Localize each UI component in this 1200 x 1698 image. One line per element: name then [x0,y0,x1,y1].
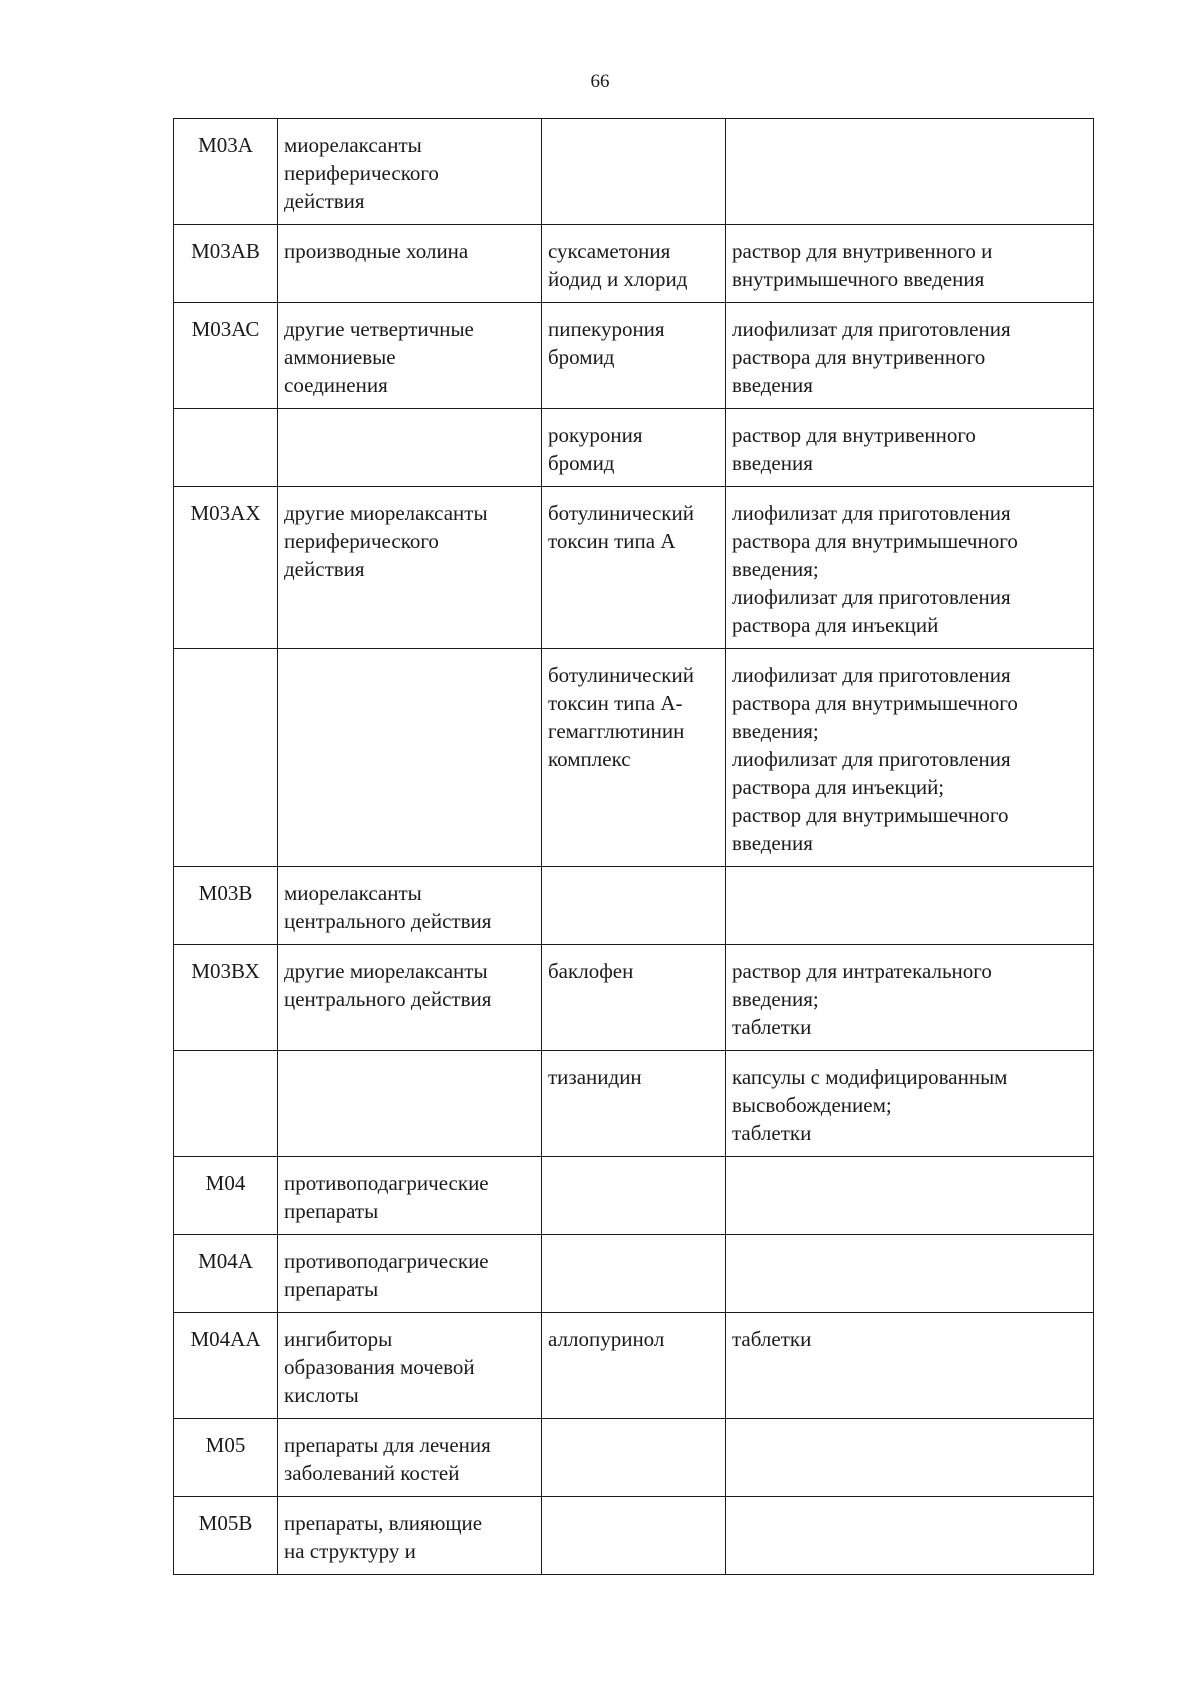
dosage-form-cell: лиофилизат для приготовления раствора для внутримышечного введения; лиофилизат для приготовления раствора для инъекций; раствор для внутримышечного введения [726,649,1094,867]
group-name-cell: препараты для лечения заболеваний костей [278,1419,542,1497]
drug-name-cell: суксаметония йодид и хлорид [542,225,726,303]
group-name-cell: противоподагрические препараты [278,1235,542,1313]
atc-code-cell: М03АХ [174,487,278,649]
drug-name-cell: рокурония бромид [542,409,726,487]
group-name-cell: препараты, влияющие на структуру и [278,1497,542,1575]
atc-code-cell: М03В [174,867,278,945]
dosage-form-cell [726,1235,1094,1313]
atc-code-cell [174,1051,278,1157]
group-name-cell: миорелаксанты центрального действия [278,867,542,945]
group-name-cell: ингибиторы образования мочевой кислоты [278,1313,542,1419]
group-name-cell: производные холина [278,225,542,303]
table-row [174,1419,1094,1497]
drug-name-cell [542,1235,726,1313]
table-row [174,303,1094,409]
drug-name-cell [542,1497,726,1575]
table-row [174,1313,1094,1419]
drug-name-cell [542,1419,726,1497]
drug-name-cell: тизанидин [542,1051,726,1157]
atc-code-cell: М04 [174,1157,278,1235]
group-name-cell [278,409,542,487]
drug-name-cell: ботулинический токсин типа А- гемагглютинин комплекс [542,649,726,867]
dosage-form-cell [726,867,1094,945]
table-row [174,649,1094,867]
dosage-form-cell: таблетки [726,1313,1094,1419]
table-row [174,119,1094,225]
dosage-form-cell: лиофилизат для приготовления раствора для внутримышечного введения; лиофилизат для приготовления раствора для инъекций [726,487,1094,649]
table-row [174,225,1094,303]
group-name-cell [278,649,542,867]
drug-name-cell [542,867,726,945]
dosage-form-cell: лиофилизат для приготовления раствора для внутривенного введения [726,303,1094,409]
group-name-cell [278,1051,542,1157]
drug-name-cell: баклофен [542,945,726,1051]
dosage-form-cell [726,1157,1094,1235]
page-number: 66 [590,71,610,92]
table-row [174,945,1094,1051]
atc-drug-table [173,118,1094,1575]
table-row [174,867,1094,945]
atc-code-cell [174,409,278,487]
group-name-cell: противоподагрические препараты [278,1157,542,1235]
atc-code-cell: М05 [174,1419,278,1497]
group-name-cell: миорелаксанты периферического действия [278,119,542,225]
drug-name-cell: аллопуринол [542,1313,726,1419]
dosage-form-cell [726,1497,1094,1575]
atc-code-cell: М05В [174,1497,278,1575]
atc-code-cell: М03А [174,119,278,225]
dosage-form-cell [726,1419,1094,1497]
atc-code-cell: М04АА [174,1313,278,1419]
atc-code-cell: М03АС [174,303,278,409]
dosage-form-cell: капсулы с модифицированным высвобождением; таблетки [726,1051,1094,1157]
table-row [174,1157,1094,1235]
table-row [174,1051,1094,1157]
dosage-form-cell [726,119,1094,225]
drug-name-cell: пипекурония бромид [542,303,726,409]
table-row [174,1235,1094,1313]
atc-code-cell: М03ВХ [174,945,278,1051]
atc-code-cell [174,649,278,867]
atc-code-cell: М04А [174,1235,278,1313]
drug-name-cell: ботулинический токсин типа А [542,487,726,649]
dosage-form-cell: раствор для интратекального введения; таблетки [726,945,1094,1051]
table-row [174,487,1094,649]
atc-code-cell: М03АВ [174,225,278,303]
dosage-form-cell: раствор для внутривенного введения [726,409,1094,487]
group-name-cell: другие миорелаксанты периферического действия [278,487,542,649]
table-body [174,119,1094,1575]
table-row [174,1497,1094,1575]
group-name-cell: другие миорелаксанты центрального действия [278,945,542,1051]
drug-name-cell [542,119,726,225]
group-name-cell: другие четвертичные аммониевые соединения [278,303,542,409]
drug-name-cell [542,1157,726,1235]
dosage-form-cell: раствор для внутривенного и внутримышечного введения [726,225,1094,303]
table-row [174,409,1094,487]
